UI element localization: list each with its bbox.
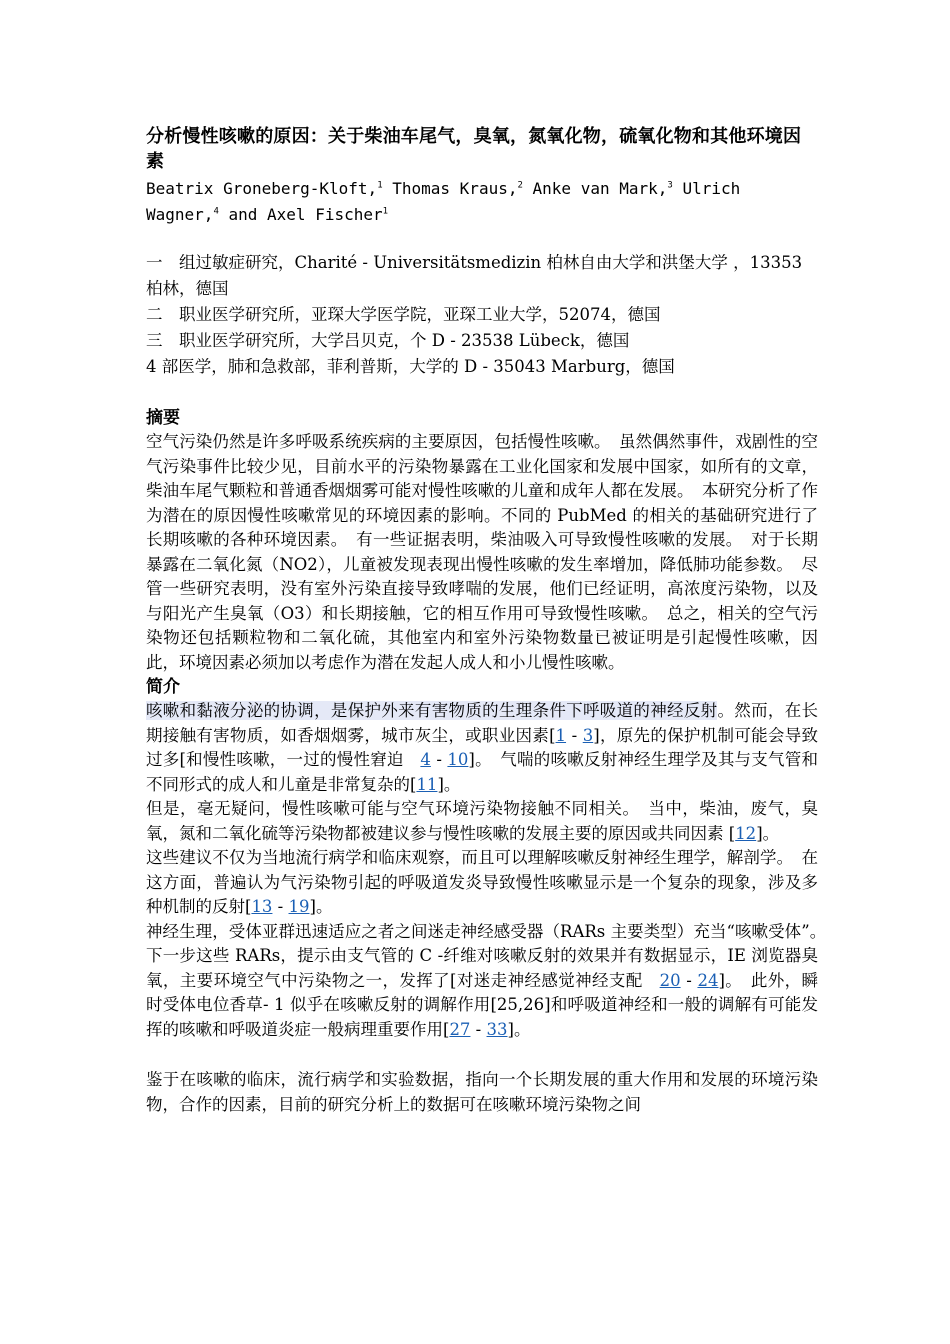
citation-link[interactable]: 4 bbox=[420, 750, 431, 769]
abstract-heading: 摘要 bbox=[146, 408, 180, 428]
author-name: and Axel Fischer bbox=[218, 205, 383, 224]
citation-link[interactable]: 33 bbox=[486, 1019, 508, 1039]
citation-link[interactable]: 10 bbox=[447, 750, 469, 769]
author-name: Beatrix Groneberg-Kloft, bbox=[146, 179, 378, 198]
intro-paragraph-1: 咳嗽和黏液分泌的协调，是保护外来有害物质的生理条件下呼吸道的神经反射。然而，在长期接触有害物质，如香烟烟雾，城市灰尘，或职业因素[1 - 3]，原先的保护机制可能会导致过多[和慢性咳嗽，一过的慢性窘迫 4 - 10]。 气喘的咳嗽反射神经生理学及其与支气管和不同形式的成人和儿童是非常复杂的[11]。 bbox=[146, 701, 819, 794]
article-title: 分析慢性咳嗽的原因：关于柴油车尾气，臭氧，氮氧化物，硫氧化物和其他环境因素 bbox=[146, 126, 802, 172]
citation-link[interactable]: 1 bbox=[555, 725, 567, 745]
intro-paragraph-4: 神经生理，受体亚群迅速适应之者之间迷走神经感受器（RARs 主要类型）充当“咳嗽受体”。 下一步这些 RARs，提示由支气管的 C -纤维对咳嗽反射的效果并有数据显示，IE 浏览器臭氧，主要环境空气中污染物之一，发挥了[对迷走神经感觉神经支配 20 - 24]。 此外，瞬时受体电位香草- 1 似乎在咳嗽反射的调解作用[25,26]和呼吸道神经和一般的调解有可能发挥的咳嗽和呼吸道炎症一般病理重要作用[27 - 33]。 bbox=[146, 921, 835, 1039]
affiliation-4: 4 部医学，肺和急救部，菲利普斯，大学的 D - 35043 Marburg，德国 bbox=[146, 357, 675, 376]
affiliation-1: 一 组过敏症研究，Charité - Universitätsmedizin 柏林自由大学和洪堡大学 ，13353 柏林，德国 bbox=[146, 253, 803, 298]
citation-link[interactable]: 12 bbox=[735, 823, 757, 843]
author-affiliation-mark: 1 bbox=[377, 180, 383, 191]
abstract-text: 空气污染仍然是许多呼吸系统疾病的主要原因，包括慢性咳嗽。 虽然偶然事件，戏剧性的空气污染事件比较少见，目前水平的污染物暴露在工业化国家和发展中国家，如所有的文章，柴油车尾气颗粒和普通香烟烟雾可能对慢性咳嗽的儿童和成年人都在发展。 本研究分析了作为潜在的原因慢性咳嗽常见的环境因素的影响。不同的 PubMed 的相关的基础研究进行了长期咳嗽的各种环境因素。 有一些证据表明，柴油吸入可导致慢性咳嗽的发展。 对于长期暴露在二氧化氮（NO2），儿童被发现表现出慢性咳嗽的发生率增加，降低肺功能参数。 尽管一些研究表明，没有室外污染直接导致哮喘的发展，他们已经证明，高浓度污染物，以及与阳光产生臭氧（O3）和长期接触，它的相互作用可导致慢性咳嗽。 总之，相关的空气污染物还包括颗粒物和二氧化硫，其他室内和室外污染物数量已被证明是引起慢性咳嗽，因此，环境因素必须加以考虑作为潜在发起人成人和小儿慢性咳嗽。 bbox=[146, 432, 818, 672]
introduction-heading: 简介 bbox=[146, 677, 180, 697]
intro-paragraph-2: 但是，毫无疑问，慢性咳嗽可能与空气环境污染物接触不同相关。 当中，柴油，废气，臭氧，氮和二氧化硫等污染物都被建议参与慢性咳嗽的发展主要的原因或共同因素 [12]。 bbox=[146, 799, 818, 843]
citation-link[interactable]: 13 bbox=[251, 897, 273, 916]
paragraph-gap bbox=[146, 1042, 818, 1068]
intro-paragraph-5: 鉴于在咳嗽的临床，流行病学和实验数据，指向一个长期发展的重大作用和发展的环境污染物，合作的因素，目前的研究分析上的数据可在咳嗽环境污染物之间 bbox=[146, 1070, 818, 1114]
author-name: Ulrich Wagner, bbox=[146, 179, 741, 224]
author-affiliation-mark: 1 bbox=[382, 206, 389, 217]
citation-link[interactable]: 19 bbox=[288, 897, 310, 916]
author-affiliation-mark: 4 bbox=[213, 206, 219, 217]
citation-link[interactable]: 27 bbox=[449, 1019, 471, 1039]
citation-link[interactable]: 11 bbox=[416, 774, 438, 794]
affiliation-3: 三 职业医学研究所，大学吕贝克，个 D - 23538 Lübeck，德国 bbox=[146, 331, 630, 350]
affiliation-2: 二 职业医学研究所，亚琛大学医学院，亚琛工业大学，52074，德国 bbox=[146, 305, 661, 324]
affiliation-list bbox=[146, 250, 818, 380]
author-name: Thomas Kraus, bbox=[382, 179, 518, 198]
document-page bbox=[146, 124, 835, 1117]
citation-link[interactable]: 3 bbox=[582, 725, 594, 745]
author-list bbox=[146, 176, 818, 228]
author-name: Anke van Mark, bbox=[522, 179, 668, 198]
highlighted-sentence: 咳嗽和黏液分泌的协调，是保护外来有害物质的生理条件下呼吸道的神经反射 bbox=[146, 701, 718, 720]
author-affiliation-mark: 3 bbox=[667, 180, 673, 191]
intro-paragraph-3: 这些建议不仅为当地流行病学和临床观察，而且可以理解咳嗽反射神经生理学，解剖学。 在这方面，普遍认为气污染物引起的呼吸道发炎导致慢性咳嗽显示是一个复杂的现象，涉及多种机制的反射[13 - 19]。 bbox=[146, 848, 818, 916]
citation-link[interactable]: 24 bbox=[697, 970, 719, 990]
author-affiliation-mark: 2 bbox=[517, 180, 523, 191]
citation-link[interactable]: 20 bbox=[659, 970, 681, 990]
